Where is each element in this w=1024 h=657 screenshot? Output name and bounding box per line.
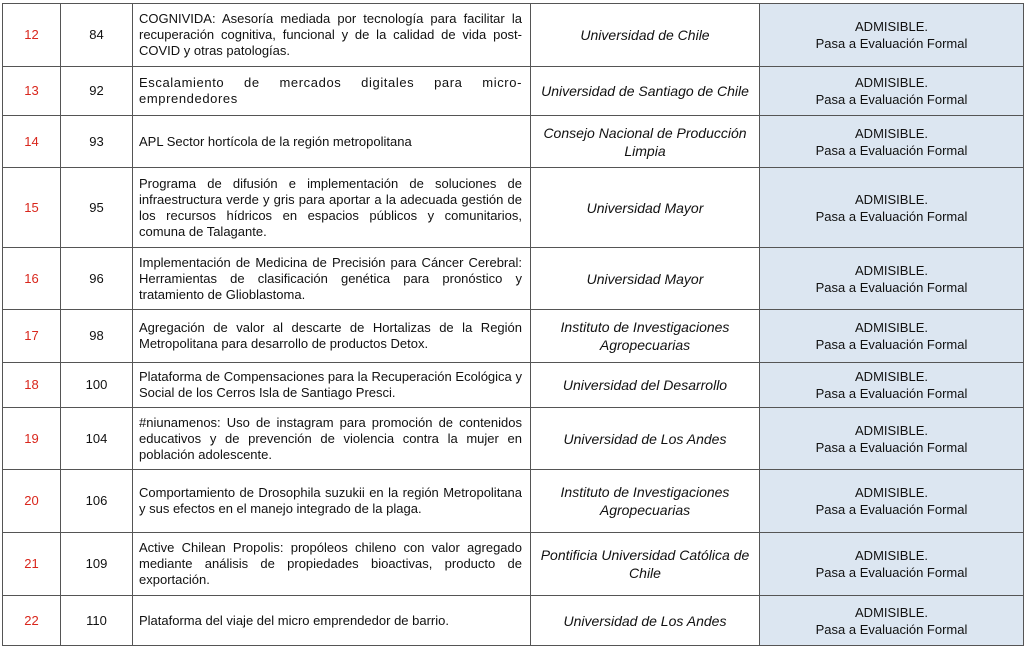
table-row xyxy=(3,4,1024,67)
status-label: ADMISIBLE. xyxy=(855,422,928,438)
project-title: Programa de difusión e implementación de soluciones de infraestructura verde y gris para aportar a la adecuada gestión de los recursos hídricos en espacios públicos y comunitarios, comuna de Talagante. xyxy=(133,168,531,248)
status-label: ADMISIBLE. xyxy=(855,75,928,90)
project-title: COGNIVIDA: Asesoría mediada por tecnología para facilitar la recuperación cognitiva, funcional y de la calidad de vida post-COVID y otras patologías. xyxy=(133,4,531,67)
status-cell xyxy=(760,248,1024,310)
status-label: ADMISIBLE. xyxy=(855,125,928,141)
project-id: 92 xyxy=(61,67,133,116)
table-row xyxy=(3,363,1024,408)
institution-name: Universidad Mayor xyxy=(531,168,760,248)
status-detail: Pasa a Evaluación Formal xyxy=(815,565,968,580)
status-cell xyxy=(760,310,1024,363)
project-id: 98 xyxy=(61,310,133,363)
project-title: Plataforma de Compensaciones para la Recuperación Ecológica y Social de los Cerros Isla de Santiago Presci. xyxy=(133,363,531,408)
institution-name: Pontificia Universidad Católica de Chile xyxy=(531,533,760,596)
status-cell xyxy=(760,533,1024,596)
status-label: ADMISIBLE. xyxy=(855,548,928,563)
table-row xyxy=(3,310,1024,363)
status-detail: Pasa a Evaluación Formal xyxy=(815,337,968,352)
status-cell xyxy=(760,596,1024,646)
status-detail: Pasa a Evaluación Formal xyxy=(815,279,968,295)
status-detail: Pasa a Evaluación Formal xyxy=(815,439,968,455)
row-number: 22 xyxy=(3,596,61,646)
project-id: 96 xyxy=(61,248,133,310)
project-title: Escalamiento de mercados digitales para micro-emprendedores xyxy=(133,67,531,116)
status-label: ADMISIBLE. xyxy=(855,262,928,278)
status-label: ADMISIBLE. xyxy=(855,369,928,384)
row-number: 20 xyxy=(3,470,61,533)
row-number: 18 xyxy=(3,363,61,408)
institution-name: Universidad Mayor xyxy=(531,248,760,310)
project-title: Comportamiento de Drosophila suzukii en la región Metropolitana y sus efectos en el manejo integrado de la plaga. xyxy=(133,470,531,533)
project-title: APL Sector hortícola de la región metropolitana xyxy=(133,116,531,168)
status-cell xyxy=(760,363,1024,408)
status-label: ADMISIBLE. xyxy=(855,320,928,335)
table-row xyxy=(3,168,1024,248)
row-number: 15 xyxy=(3,168,61,248)
projects-table xyxy=(2,3,1024,646)
row-number: 13 xyxy=(3,67,61,116)
project-title: Implementación de Medicina de Precisión para Cáncer Cerebral: Herramientas de clasificación genética para pronóstico y tratamiento de Glioblastoma. xyxy=(133,248,531,310)
row-number: 19 xyxy=(3,408,61,470)
project-id: 106 xyxy=(61,470,133,533)
status-detail: Pasa a Evaluación Formal xyxy=(815,208,968,224)
status-detail: Pasa a Evaluación Formal xyxy=(815,386,968,401)
table-row xyxy=(3,596,1024,646)
institution-name: Universidad de Los Andes xyxy=(531,408,760,470)
project-id: 95 xyxy=(61,168,133,248)
status-label: ADMISIBLE. xyxy=(855,485,928,500)
institution-name: Universidad del Desarrollo xyxy=(531,363,760,408)
status-cell xyxy=(760,67,1024,116)
status-label: ADMISIBLE. xyxy=(855,604,928,620)
project-id: 109 xyxy=(61,533,133,596)
table-row xyxy=(3,116,1024,168)
status-cell xyxy=(760,408,1024,470)
table-row xyxy=(3,533,1024,596)
institution-name: Universidad de Chile xyxy=(531,4,760,67)
row-number: 16 xyxy=(3,248,61,310)
status-detail: Pasa a Evaluación Formal xyxy=(815,621,968,637)
project-id: 93 xyxy=(61,116,133,168)
status-detail: Pasa a Evaluación Formal xyxy=(815,36,968,51)
institution-name: Instituto de Investigaciones Agropecuarias xyxy=(531,310,760,363)
project-title: Active Chilean Propolis: propóleos chileno con valor agregado mediante análisis de propiedades bioactivas, producto de exportación. xyxy=(133,533,531,596)
table-row xyxy=(3,470,1024,533)
project-id: 84 xyxy=(61,4,133,67)
row-number: 12 xyxy=(3,4,61,67)
institution-name: Universidad de Santiago de Chile xyxy=(531,67,760,116)
row-number: 14 xyxy=(3,116,61,168)
project-title: Agregación de valor al descarte de Hortalizas de la Región Metropolitana para desarrollo de productos Detox. xyxy=(133,310,531,363)
status-cell xyxy=(760,116,1024,168)
status-cell xyxy=(760,168,1024,248)
row-number: 17 xyxy=(3,310,61,363)
project-id: 104 xyxy=(61,408,133,470)
status-cell xyxy=(760,470,1024,533)
table-row xyxy=(3,67,1024,116)
project-title: #niunamenos: Uso de instagram para promoción de contenidos educativos y de prevención de violencia contra la mujer en población adolescente. xyxy=(133,408,531,470)
institution-name: Instituto de Investigaciones Agropecuarias xyxy=(531,470,760,533)
row-number: 21 xyxy=(3,533,61,596)
status-detail: Pasa a Evaluación Formal xyxy=(815,502,968,517)
status-detail: Pasa a Evaluación Formal xyxy=(815,142,968,158)
status-label: ADMISIBLE. xyxy=(855,191,928,207)
institution-name: Consejo Nacional de Producción Limpia xyxy=(531,116,760,168)
institution-name: Universidad de Los Andes xyxy=(531,596,760,646)
project-id: 100 xyxy=(61,363,133,408)
status-cell xyxy=(760,4,1024,67)
project-title: Plataforma del viaje del micro emprendedor de barrio. xyxy=(133,596,531,646)
project-id: 110 xyxy=(61,596,133,646)
status-label: ADMISIBLE. xyxy=(855,19,928,34)
table-row xyxy=(3,408,1024,470)
status-detail: Pasa a Evaluación Formal xyxy=(815,92,968,107)
table-row xyxy=(3,248,1024,310)
